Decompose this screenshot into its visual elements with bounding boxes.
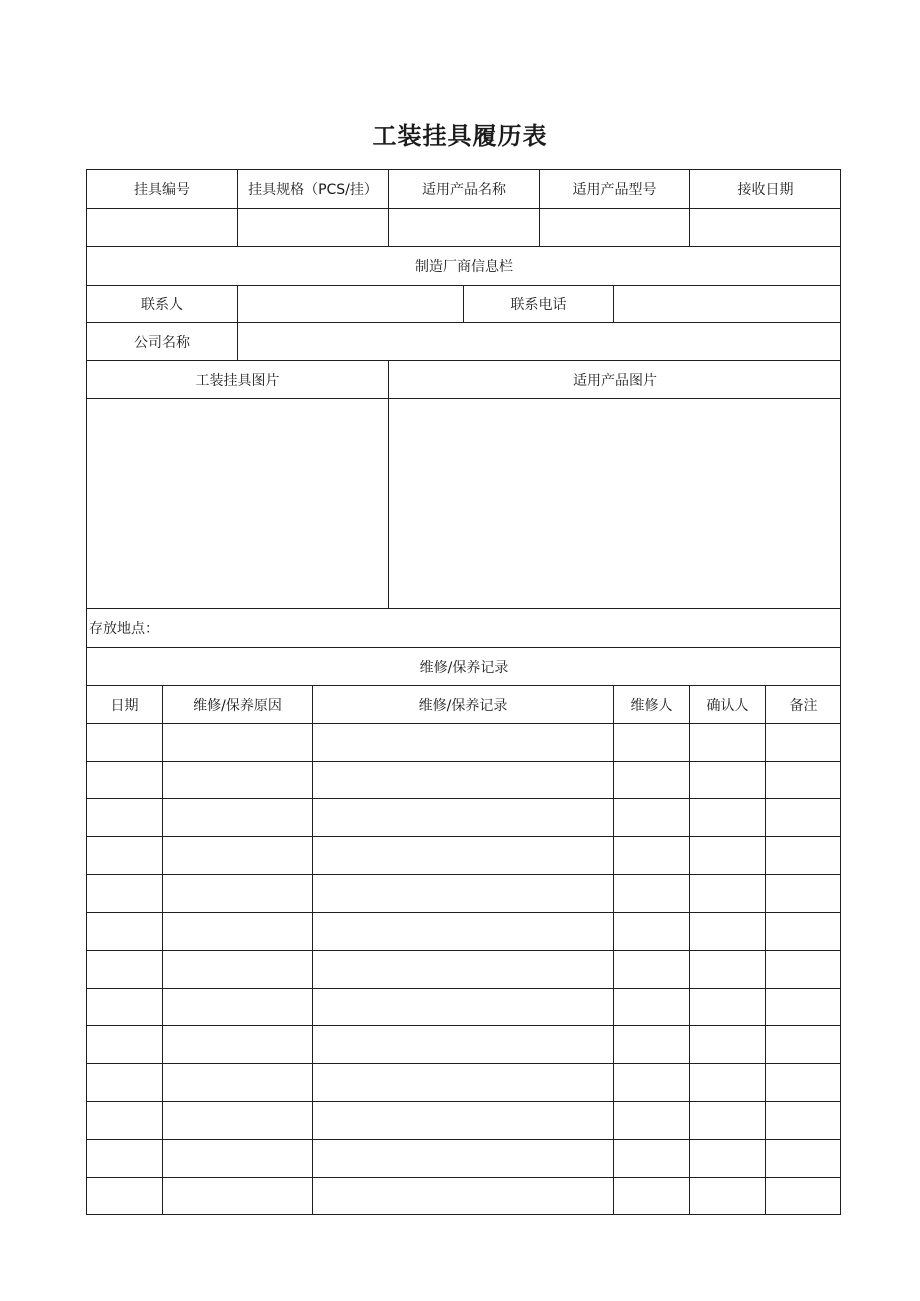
table-row[interactable] <box>87 1178 841 1215</box>
maintenance-section-title: 维修/保养记录 <box>419 659 509 676</box>
page-title: 工装挂具履历表 <box>372 122 548 150</box>
receive-date-field[interactable] <box>690 209 841 246</box>
product-name-header: 适用产品名称 <box>422 182 506 198</box>
company-label: 公司名称 <box>134 334 190 351</box>
fixture-history-form <box>86 169 841 1215</box>
record-column-header: 维修/保养记录 <box>418 697 508 714</box>
phone-label: 联系电话 <box>510 297 567 313</box>
product-picture-label: 适用产品图片 <box>573 372 657 389</box>
company-field[interactable] <box>238 323 841 360</box>
fixture-picture-area[interactable] <box>87 399 388 608</box>
reason-column-header: 维修/保养原因 <box>193 697 282 714</box>
fixture-spec-header: 挂具规格（PCS/挂） <box>248 182 378 198</box>
table-row[interactable] <box>87 875 841 912</box>
product-model-header: 适用产品型号 <box>572 182 657 198</box>
table-row[interactable] <box>87 1064 841 1101</box>
remark-column-header: 备注 <box>789 697 818 714</box>
table-row[interactable] <box>87 724 841 761</box>
receive-date-header: 接收日期 <box>737 182 794 198</box>
table-row[interactable] <box>87 799 841 836</box>
table-row[interactable] <box>87 989 841 1025</box>
phone-field[interactable] <box>614 286 841 322</box>
manufacturer-section-title: 制造厂商信息栏 <box>415 259 513 275</box>
date-column-header: 日期 <box>110 697 139 714</box>
table-row[interactable] <box>87 913 841 950</box>
fixture-picture-label: 工装挂具图片 <box>195 372 280 389</box>
product-model-field[interactable] <box>540 209 689 246</box>
product-name-field[interactable] <box>389 209 539 246</box>
table-row[interactable] <box>87 1102 841 1139</box>
table-row[interactable] <box>87 762 841 798</box>
fixture-spec-field[interactable] <box>238 209 388 246</box>
table-row[interactable] <box>87 951 841 988</box>
table-row[interactable] <box>87 1140 841 1177</box>
confirmer-column-header: 确认人 <box>706 697 749 714</box>
fixture-no-header: 挂具编号 <box>134 182 190 198</box>
repairer-column-header: 维修人 <box>630 697 673 714</box>
table-row[interactable] <box>87 1026 841 1063</box>
contact-field[interactable] <box>238 286 463 322</box>
contact-label: 联系人 <box>141 297 183 313</box>
fixture-no-field[interactable] <box>87 209 237 246</box>
storage-location-label: 存放地点： <box>89 621 159 637</box>
product-picture-area[interactable] <box>389 399 841 608</box>
table-row[interactable] <box>87 837 841 874</box>
